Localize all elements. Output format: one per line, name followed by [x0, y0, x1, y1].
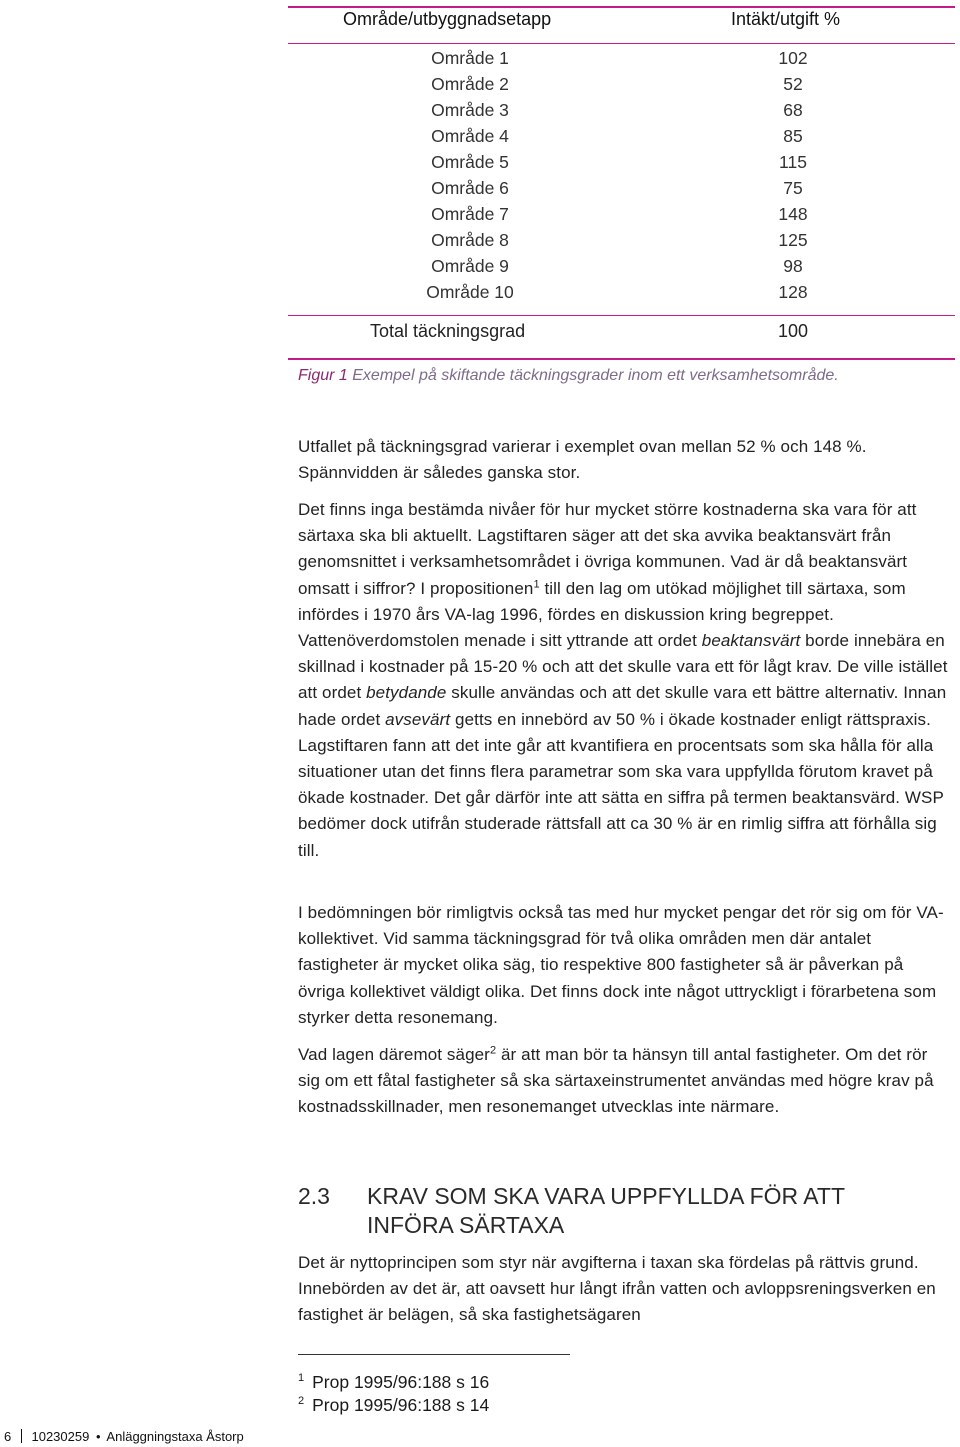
table-row-area: Område 4: [431, 126, 509, 146]
table-row-value: 75: [783, 178, 803, 198]
section-title-line-2: INFÖRA SÄRTAXA: [367, 1212, 565, 1238]
table-total-label: Total täckningsgrad: [370, 321, 526, 341]
table-row-value: 85: [783, 126, 803, 146]
table-row-value: 115: [779, 152, 807, 172]
table-row-value: 98: [783, 256, 803, 276]
section-paragraph: Det är nyttoprincipen som styr när avgifterna i taxan ska fördelas på rättvis grund. Innebörden av det är, att oavsett hur långt ifrån vatten och avloppsreningsverken en fastighet är belägen, så ska fastighetsägaren: [298, 1253, 936, 1325]
footnote-divider: [298, 1354, 570, 1355]
term-avsevart: avsevärt: [385, 709, 451, 729]
page-footer: [4, 1429, 244, 1444]
footnote-2: [298, 1390, 489, 1417]
table-row-area: Område 8: [431, 230, 509, 250]
table-row-area: Område 6: [431, 178, 509, 198]
figure-caption: [298, 367, 839, 385]
footer-bullet: •: [95, 1429, 101, 1444]
table-row-area: Område 10: [426, 282, 514, 302]
doc-number: 10230259: [31, 1429, 90, 1444]
table-row-value: 68: [783, 100, 803, 120]
figure-caption-label: Figur 1: [298, 367, 348, 384]
table-row-area: Område 7: [431, 204, 509, 224]
table-row-value: 102: [778, 48, 808, 68]
table-row-area: Område 5: [431, 152, 509, 172]
table-bottom-rule: [288, 358, 955, 360]
paragraph-2: Det finns inga bestämda nivåer för hur mycket större kostnaderna ska vara för att särtaxa ska bli aktuellt. Lagstiftaren säger att det ska avvika beaktansvärt från genomsnittet i verksamhetsområdet i övriga kommunen. Vad är då beaktansvärt omsatt i siffror? I propositionen$^1$ till den lag om utökad möjlighet till särtaxa, som infördes i 1970 års VA-lag 1996, fördes en diskussion kring begreppet. Vattenöverdomstolen menade i sitt yttrande att ordet beaktansvärt borde innebära en skillnad i kostnader på 15-20 % och att det skulle vara ett för lågt krav. De ville istället att ordet betydande skulle användas och att det skulle vara ett bättre alternativ. Innan hade ordet avsevärt getts en innebörd av 50 % i ökade kostnader enligt rättspraxis. Lagstiftaren fann att det inte går att kvantifiera en procentsats som ska hålla för alla situationer utan det finns flera parametrar som ska vara uppfyllda förutom kravet på ökade kostnader. Det går därför inte att sätta en siffra på termen beaktansvärd. WSP bedömer dock utifrån studerade rättsfall att ca 30 % är en rimlig siffra att förhålla sig till.: [298, 500, 948, 860]
footnote-ref-1: 1: [533, 577, 540, 590]
section-number: 2.3: [298, 1183, 330, 1209]
figure-caption-text: Exempel på skiftande täckningsgrader inom ett verksamhetsområde.: [352, 367, 839, 384]
table-header-area: Område/utbyggnadsetapp: [343, 9, 552, 29]
table-row-area: Område 3: [431, 100, 509, 120]
table-row-value: 128: [778, 282, 808, 302]
term-beaktansvart: beaktansvärt: [701, 631, 801, 651]
footnote-1-number: 1: [298, 1372, 305, 1384]
section-title-line-1: KRAV SOM SKA VARA UPPFYLLDA FÖR ATT: [367, 1183, 846, 1209]
page-number: 6: [4, 1429, 12, 1444]
table-row-value: 52: [783, 74, 803, 94]
table-total-value: 100: [777, 321, 809, 341]
footer-separator: [21, 1429, 22, 1443]
paragraph-3: I bedömningen bör rimligtvis också tas med hur mycket pengar det rör sig om för VA-kollektivet. Vid samma täckningsgrad för två olika områden men där antalet fastigheter är mycket olika säg, tio respektive 800 fastigheter så är påverkan på övriga kollektivet väldigt olika. Det finns dock inte något uttryckligt i förarbetena som styrker detta resonemang.: [298, 903, 944, 1027]
table-row-area: Område 2: [431, 74, 509, 94]
doc-title: Anläggningstaxa Åstorp: [106, 1429, 244, 1444]
term-betydande: betydande: [366, 683, 447, 703]
table-row-value: 125: [778, 230, 808, 250]
table-header-value: Intäkt/utgift %: [731, 9, 841, 29]
table-row-area: Område 9: [431, 256, 509, 276]
paragraph-1: Utfallet på täckningsgrad varierar i exemplet ovan mellan 52 % och 148 %. Spännvidden är således ganska stor.: [298, 437, 867, 483]
table-top-rule: [288, 6, 955, 8]
footnote-2-text: Prop 1995/96:188 s 14: [312, 1394, 490, 1415]
footnote-ref-2: 2: [489, 1044, 497, 1057]
footnote-2-number: 2: [298, 1395, 305, 1407]
paragraph-4: Vad lagen däremot säger$^2$ är att man bör ta hänsyn till antal fastigheter. Om det rör sig om ett fåtal fastigheter så ska särtaxeinstrumentet användas med högre krav på kostnadsskillnader, men resonemanget utvecklas inte närmare.: [298, 1044, 934, 1117]
table-header-rule: [288, 43, 955, 44]
table-row-area: Område 1: [431, 48, 509, 68]
table-row-value: 148: [778, 204, 808, 224]
table-total-rule: [288, 315, 955, 316]
footnote-1-text: Prop 1995/96:188 s 16: [312, 1371, 490, 1392]
